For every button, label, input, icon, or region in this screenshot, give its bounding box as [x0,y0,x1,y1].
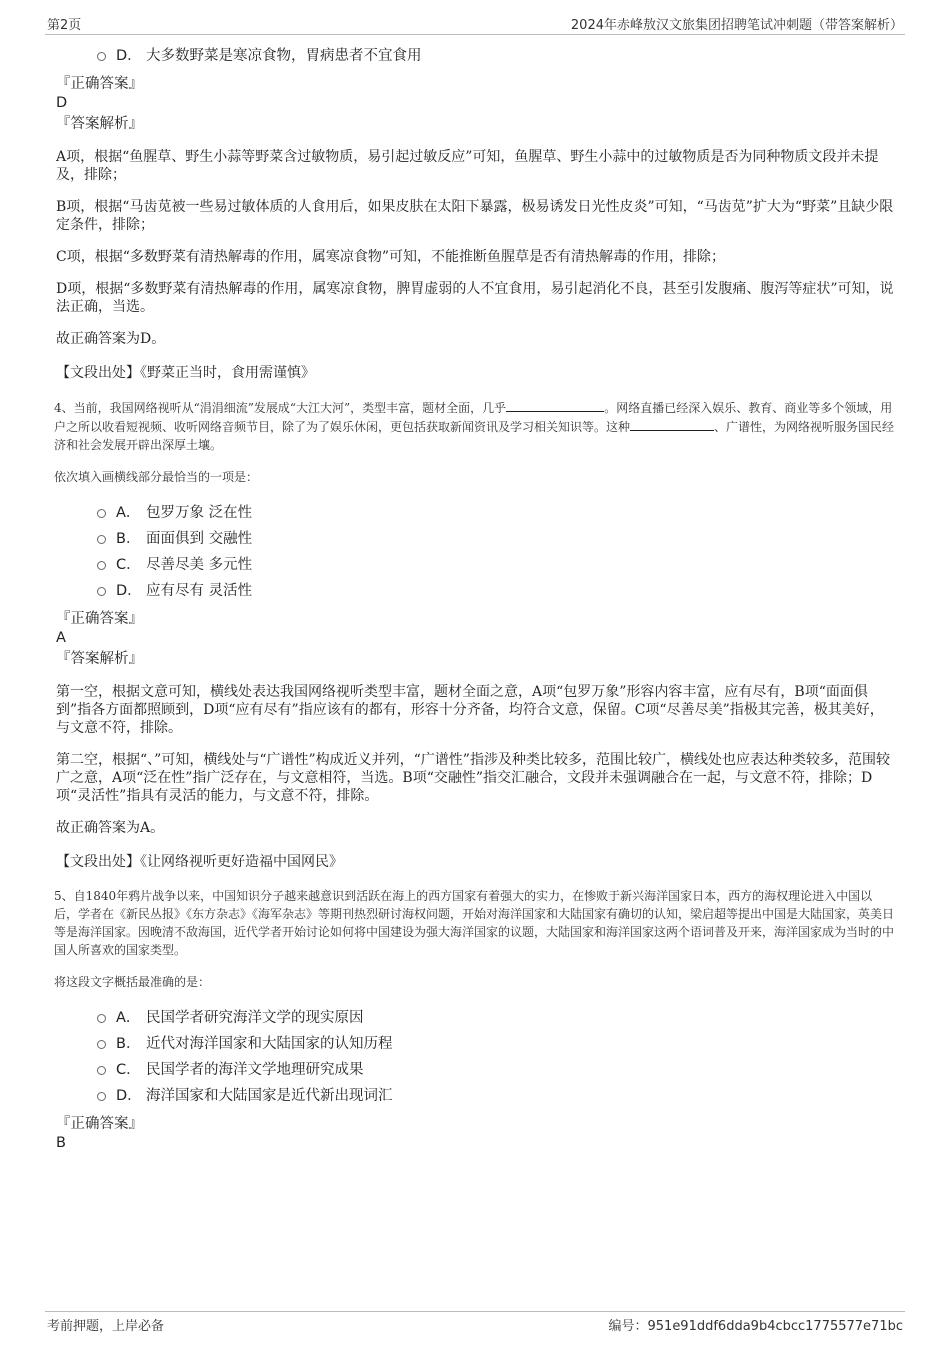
blank-line-2 [630,417,714,431]
q3-option-d[interactable]: D． 大多数野菜是寒凉食物，胃病患者不宜食用 [56,43,896,69]
q4-prompt: 依次填入画横线部分最恰当的一项是： [54,470,259,484]
q3-explanation-d: D项，根据“多数野菜有清热解毒的作用，属寒凉食物，脾胃虚弱的人不宜食用，易引起消化不良，甚至引发腹痛、腹泻等症状”可知，说法正确，当选。 [56,281,894,315]
q4-option-c[interactable]: C． 尽善尽美 多元性 [56,552,896,578]
q5-answer-label: 『正确答案』 [56,1116,143,1132]
page-footer [45,1311,905,1336]
q5-option-b[interactable]: B． 近代对海洋国家和大陆国家的认知历程 [56,1031,896,1057]
radio-icon[interactable] [97,535,106,544]
document-title: 2024年赤峰敖汉文旅集团招聘笔试冲刺题（带答案解析） [570,18,903,33]
q3-explanation-a: A项，根据“鱼腥草、野生小蒜等野菜含过敏物质，易引起过敏反应”可知，鱼腥草、野生小蒜中的过敏物质是否为同种物质文段并未提及，排除； [56,149,879,183]
q4-answer-label: 『正确答案』 [56,611,143,627]
q3-answer: D [56,95,68,111]
q4-options [56,500,896,604]
q5-option-a[interactable]: A． 民国学者研究海洋文学的现实原因 [56,1005,896,1031]
q3-source: 【文段出处】《野菜正当时，食用需谨慎》 [56,365,315,381]
q5-option-d[interactable]: D． 海洋国家和大陆国家是近代新出现词汇 [56,1083,896,1109]
q5-answer: B [56,1135,66,1151]
page-number: 第2页 [47,18,82,33]
q4-option-a[interactable]: A． 包罗万象 泛在性 [56,500,896,526]
q5-option-c[interactable]: C． 民国学者的海洋文学地理研究成果 [56,1057,896,1083]
radio-icon[interactable] [97,561,106,570]
q3-explain-label: 『答案解析』 [56,116,143,132]
radio-icon[interactable] [97,1066,106,1075]
q3-answer-label: 『正确答案』 [56,76,143,92]
radio-icon[interactable] [97,1014,106,1023]
footer-slogan: 考前押题，上岸必备 [47,1319,165,1334]
radio-icon[interactable] [97,1092,106,1101]
q3-conclusion: 故正确答案为D。 [56,331,166,347]
q4-option-d[interactable]: D． 应有尽有 灵活性 [56,578,896,604]
q5-options [56,1005,896,1109]
q4-option-b[interactable]: B． 面面俱到 交融性 [56,526,896,552]
q5-stem: 5、自1840年鸦片战争以来，中国知识分子越来越意识到活跃在海上的西方国家有着强大的实力，在惨败于新兴海洋国家日本，西方的海权理论进入中国以后，学者在《新民丛报》《东方杂志》《海军杂志》等期刊热烈研讨海权问题，开始对海洋国家和大陆国家有确切的认知，梁启超等提出中国是大陆国家，英美日等是海洋国家。因晚清不敌海国，近代学者开始讨论如何将中国建设为强大海洋国家的议题，大陆国家和海洋国家这两个语词普及开来，海洋国家成为当时的中国人所喜欢的国家类型。 [54,889,895,957]
radio-icon[interactable] [97,509,106,518]
radio-icon[interactable] [97,1040,106,1049]
q4-source: 【文段出处】《让网络视听更好造福中国网民》 [56,854,343,870]
page-content [56,40,896,1152]
q4-explain-label: 『答案解析』 [56,651,143,667]
document-code: 编号：951e91ddf6dda9b4cbcc1775577e71bc [608,1319,903,1334]
page-header [45,12,905,35]
q4-answer: A [56,630,66,646]
q5-prompt: 将这段文字概括最准确的是： [54,975,211,989]
q4-conclusion: 故正确答案为A。 [56,820,165,836]
q4-stem: 4、当前，我国网络视听从“涓涓细流”发展成“大江大河”，类型丰富，题材全面，几乎 。网络直播已经深入娱乐、教育、商业等多个领域，用户之所以收看短视频、收听网络音频节目，除了为了娱乐休闲，更包括获取新闻资讯及学习相关知识等。这种 、广谱性，为网络视听服务国民经济和社会发展开辟出深厚土壤。 [54,398,896,454]
q3-explanation-c: C项，根据“多数野菜有清热解毒的作用，属寒凉食物”可知，不能推断鱼腥草是否有清热解毒的作用，排除； [56,249,726,265]
q3-explanation-b: B项，根据“马齿苋被一些易过敏体质的人食用后，如果皮肤在太阳下暴露，极易诱发日光性皮炎”可知，“马齿苋”扩大为“野菜”且缺少限定条件，排除； [56,199,894,233]
q4-explanation-2: 第二空，根据“、”可知，横线处与“广谱性”构成近义并列，“广谱性”指涉及种类比较多，范围比较广，横线处也应表达种类较多，范围较广之意，A项“泛在性”指广泛存在，与文意相符，当选。B项“交融性”指交汇融合，文段并未强调融合在一起，与文意不符，排除；D项“灵活性”指具有灵活的能力，与文意不符，排除。 [56,752,890,804]
radio-icon[interactable] [97,587,106,596]
radio-icon[interactable] [97,52,106,61]
blank-line-1 [506,398,604,412]
q4-explanation-1: 第一空，根据文意可知，横线处表达我国网络视听类型丰富，题材全面之意，A项“包罗万象”形容内容丰富，应有尽有，B项“面面俱到”指各方面都照顾到，D项“应有尽有”指应该有的都有，形容十分齐备，均符合文意，保留。C项“尽善尽美”指极其完善，极其美好，与文意不符，排除。 [56,684,884,736]
